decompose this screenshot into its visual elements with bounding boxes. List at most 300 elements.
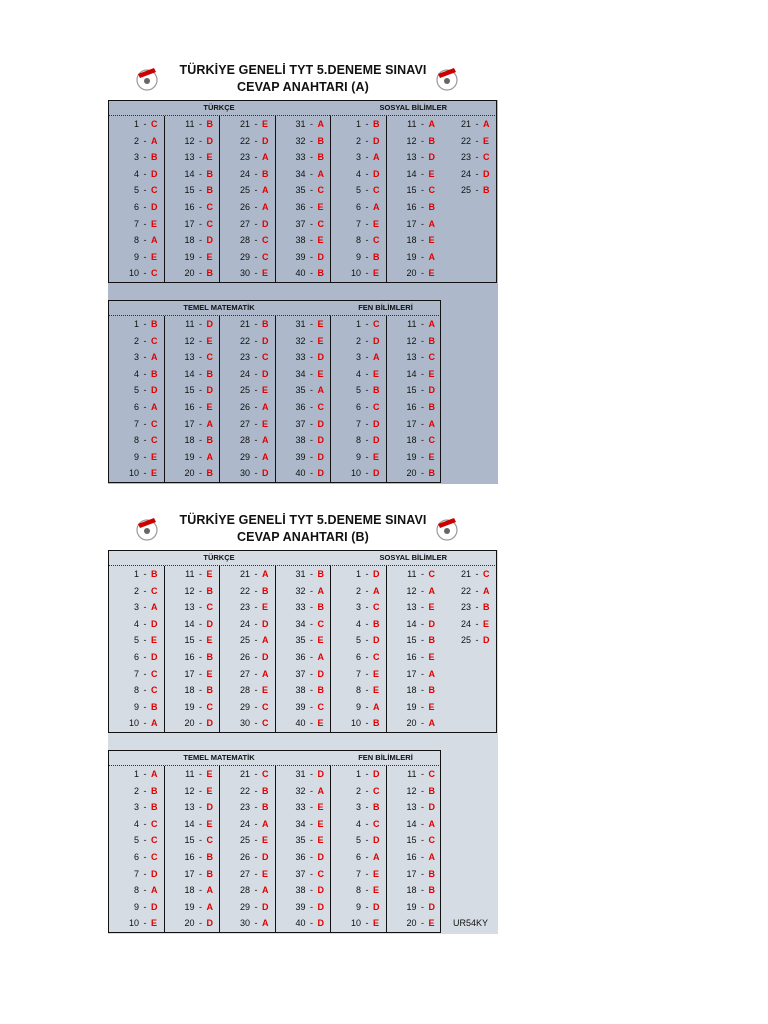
answer-letter: E xyxy=(151,635,158,646)
answer-row xyxy=(109,382,163,399)
question-number: 13 xyxy=(406,802,417,813)
question-number: 25 xyxy=(239,385,250,396)
question-number: 9 xyxy=(133,251,139,262)
answer-row xyxy=(331,449,385,466)
separator: - xyxy=(143,651,147,662)
separator: - xyxy=(365,901,369,912)
answer-letter: E xyxy=(206,401,213,412)
separator: - xyxy=(199,185,202,196)
separator: - xyxy=(421,851,424,862)
separator: - xyxy=(310,585,313,596)
separator: - xyxy=(365,268,369,279)
separator: - xyxy=(143,818,147,829)
answer-row xyxy=(220,699,274,716)
separator: - xyxy=(365,135,369,146)
separator: - xyxy=(143,618,147,629)
question-number: 5 xyxy=(355,835,361,846)
answer-letter: B xyxy=(428,401,435,412)
answer-row xyxy=(109,316,163,333)
separator: - xyxy=(199,218,202,229)
answer-letter: E xyxy=(206,769,213,779)
answer-row xyxy=(220,149,274,166)
question-number: 18 xyxy=(184,235,195,246)
separator: - xyxy=(199,352,202,363)
answer-letter: C xyxy=(428,835,435,846)
answer-row xyxy=(331,399,385,416)
question-number: 27 xyxy=(239,218,250,229)
question-number: 36 xyxy=(295,651,306,662)
answer-row xyxy=(165,699,219,716)
answer-letter: E xyxy=(428,168,435,179)
answer-letter: B xyxy=(206,435,213,446)
answer-letter: E xyxy=(428,268,435,279)
separator: - xyxy=(365,785,369,796)
question-number: 40 xyxy=(295,718,306,729)
answer-letter: D xyxy=(317,451,324,462)
separator: - xyxy=(421,268,424,279)
answer-column xyxy=(108,116,163,282)
separator: - xyxy=(199,718,202,729)
question-number: 15 xyxy=(406,385,417,396)
question-number: 3 xyxy=(355,602,361,613)
question-number: 13 xyxy=(184,352,195,363)
separator: - xyxy=(365,185,369,196)
answer-letter: C xyxy=(206,201,213,212)
separator: - xyxy=(475,135,479,146)
question-number: 20 xyxy=(184,468,195,479)
answer-letter: D xyxy=(262,135,269,146)
answer-letter: A xyxy=(317,168,324,179)
separator: - xyxy=(254,401,258,412)
separator: - xyxy=(254,602,258,613)
answer-letter: D xyxy=(317,885,324,896)
answer-row xyxy=(165,616,219,633)
separator: - xyxy=(310,451,313,462)
answer-row xyxy=(220,766,274,783)
answer-row xyxy=(276,899,330,916)
answer-row xyxy=(220,399,274,416)
section-header: SOSYAL BİLİMLER xyxy=(330,550,497,566)
separator: - xyxy=(143,868,147,879)
separator: - xyxy=(365,435,369,446)
separator: - xyxy=(365,152,369,163)
answer-letter: C xyxy=(317,868,324,879)
separator: - xyxy=(421,218,424,229)
answer-letter: D xyxy=(151,385,158,396)
answer-row xyxy=(276,432,330,449)
separator: - xyxy=(310,418,313,429)
separator: - xyxy=(365,368,369,379)
separator: - xyxy=(199,251,202,262)
sheet-subtitle: CEVAP ANAHTARI (A) xyxy=(237,80,369,94)
answer-row xyxy=(109,333,163,350)
answer-row xyxy=(165,816,219,833)
answer-row xyxy=(331,249,385,266)
answer-row xyxy=(109,599,163,616)
answer-row xyxy=(165,649,219,666)
answer-letter: E xyxy=(262,119,269,129)
question-number: 26 xyxy=(239,851,250,862)
separator: - xyxy=(421,802,424,813)
separator: - xyxy=(365,468,369,479)
separator: - xyxy=(421,468,424,479)
answer-row xyxy=(109,182,163,199)
answer-row xyxy=(220,632,274,649)
separator: - xyxy=(199,585,202,596)
answer-column xyxy=(386,766,441,932)
question-number: 15 xyxy=(406,835,417,846)
answer-letter: C xyxy=(262,701,269,712)
answer-letter: E xyxy=(206,251,213,262)
answer-letter: E xyxy=(262,835,269,846)
separator: - xyxy=(365,602,369,613)
answer-row xyxy=(220,816,274,833)
question-number: 34 xyxy=(295,168,306,179)
answer-row xyxy=(331,849,385,866)
separator: - xyxy=(199,119,202,129)
question-number: 19 xyxy=(184,251,195,262)
question-number: 12 xyxy=(406,785,417,796)
answer-letter: B xyxy=(317,569,324,579)
answer-letter: E xyxy=(206,785,213,796)
answer-row xyxy=(331,316,385,333)
separator: - xyxy=(143,701,147,712)
question-number: 32 xyxy=(295,135,306,146)
answer-letter: E xyxy=(206,335,213,346)
answer-letter: E xyxy=(317,201,324,212)
question-number: 21 xyxy=(239,319,250,329)
separator: - xyxy=(421,418,424,429)
answer-row xyxy=(109,715,163,732)
answer-row xyxy=(220,715,274,732)
question-number: 1 xyxy=(133,119,139,129)
answer-row xyxy=(276,349,330,366)
separator: - xyxy=(254,418,258,429)
answer-letter: B xyxy=(428,785,435,796)
question-number: 21 xyxy=(239,119,250,129)
answer-letter: B xyxy=(428,135,435,146)
answer-row xyxy=(387,265,441,282)
answer-letter: B xyxy=(483,185,490,196)
answer-row xyxy=(109,699,163,716)
answer-letter: C xyxy=(373,235,380,246)
separator: - xyxy=(143,368,147,379)
separator: - xyxy=(143,401,147,412)
answer-letter: D xyxy=(206,319,213,329)
question-number: 17 xyxy=(184,868,195,879)
separator: - xyxy=(421,868,424,879)
answer-letter: C xyxy=(373,401,380,412)
answer-letter: B xyxy=(206,851,213,862)
answer-row xyxy=(387,366,441,383)
separator: - xyxy=(365,769,369,779)
answer-row xyxy=(220,349,274,366)
answer-letter: D xyxy=(373,168,380,179)
separator: - xyxy=(421,451,424,462)
answer-row xyxy=(276,632,330,649)
answer-key-sheet-b xyxy=(108,512,498,929)
question-number: 12 xyxy=(184,785,195,796)
question-number: 16 xyxy=(184,851,195,862)
answer-letter: C xyxy=(206,835,213,846)
question-number: 22 xyxy=(239,785,250,796)
separator: - xyxy=(199,268,202,279)
separator: - xyxy=(254,368,258,379)
answer-row xyxy=(331,366,385,383)
answer-letter: E xyxy=(262,685,269,696)
answer-row xyxy=(220,366,274,383)
question-number: 12 xyxy=(184,135,195,146)
answer-letter: A xyxy=(373,201,380,212)
question-number: 26 xyxy=(239,201,250,212)
separator: - xyxy=(199,168,202,179)
question-number: 20 xyxy=(406,918,417,929)
answer-row xyxy=(331,699,385,716)
question-number: 7 xyxy=(133,418,139,429)
separator: - xyxy=(199,401,202,412)
separator: - xyxy=(143,185,147,196)
answer-row xyxy=(220,465,274,482)
answer-row xyxy=(276,715,330,732)
separator: - xyxy=(310,868,313,879)
separator: - xyxy=(421,319,424,329)
separator: - xyxy=(143,152,147,163)
separator: - xyxy=(421,701,424,712)
question-number: 20 xyxy=(184,718,195,729)
question-number: 5 xyxy=(133,635,139,646)
question-number: 5 xyxy=(355,635,361,646)
answer-row xyxy=(165,915,219,932)
separator: - xyxy=(199,668,202,679)
question-number: 12 xyxy=(406,335,417,346)
answer-column xyxy=(164,766,219,932)
answer-letter: B xyxy=(206,119,213,129)
separator: - xyxy=(199,602,202,613)
question-number: 17 xyxy=(406,218,417,229)
separator: - xyxy=(254,218,258,229)
question-number: 33 xyxy=(295,352,306,363)
question-number: 11 xyxy=(185,769,195,779)
answer-row xyxy=(276,133,330,150)
answer-row xyxy=(331,783,385,800)
separator: - xyxy=(475,602,479,613)
answer-row xyxy=(276,832,330,849)
answer-letter: C xyxy=(151,119,158,129)
answer-row xyxy=(109,449,163,466)
question-number: 4 xyxy=(133,168,139,179)
answer-row xyxy=(387,915,441,932)
separator: - xyxy=(143,201,147,212)
answer-row xyxy=(331,583,385,600)
answer-letter: E xyxy=(206,569,213,579)
question-number: 26 xyxy=(239,401,250,412)
answer-letter: E xyxy=(206,818,213,829)
answer-row xyxy=(165,866,219,883)
answer-letter: D xyxy=(206,618,213,629)
question-number: 28 xyxy=(239,885,250,896)
separator: - xyxy=(199,885,202,896)
separator: - xyxy=(365,418,369,429)
separator: - xyxy=(475,152,479,163)
answer-row xyxy=(165,116,219,133)
separator: - xyxy=(199,802,202,813)
question-number: 14 xyxy=(184,618,195,629)
answer-letter: D xyxy=(373,635,380,646)
separator: - xyxy=(310,851,313,862)
separator: - xyxy=(143,668,147,679)
answer-row xyxy=(109,399,163,416)
separator: - xyxy=(310,901,313,912)
answer-letter: D xyxy=(206,718,213,729)
question-number: 18 xyxy=(406,235,417,246)
answer-letter: E xyxy=(373,668,380,679)
answer-letter: E xyxy=(373,268,380,279)
answer-letter: D xyxy=(317,918,324,929)
question-number: 11 xyxy=(185,319,195,329)
answer-letter: B xyxy=(373,718,380,729)
separator: - xyxy=(310,218,313,229)
answer-row xyxy=(165,399,219,416)
question-number: 26 xyxy=(239,651,250,662)
separator: - xyxy=(143,718,147,729)
separator: - xyxy=(143,835,147,846)
question-number: 1 xyxy=(355,769,361,779)
section-header: SOSYAL BİLİMLER xyxy=(330,100,497,116)
separator: - xyxy=(310,235,313,246)
question-number: 15 xyxy=(406,185,417,196)
separator: - xyxy=(475,569,479,579)
separator: - xyxy=(310,918,313,929)
question-number: 24 xyxy=(239,618,250,629)
separator: - xyxy=(421,401,424,412)
separator: - xyxy=(421,901,424,912)
separator: - xyxy=(421,769,424,779)
answer-letter: A xyxy=(262,918,269,929)
answer-row xyxy=(276,915,330,932)
separator: - xyxy=(143,569,147,579)
answer-letter: D xyxy=(151,168,158,179)
separator: - xyxy=(254,135,258,146)
answer-letter: E xyxy=(317,835,324,846)
answer-row xyxy=(387,116,441,133)
answer-letter: D xyxy=(262,368,269,379)
separator: - xyxy=(199,201,202,212)
answer-letter: D xyxy=(373,135,380,146)
question-number: 3 xyxy=(133,602,139,613)
answer-row xyxy=(276,882,330,899)
question-number: 5 xyxy=(133,835,139,846)
answer-letter: B xyxy=(373,251,380,262)
question-number: 13 xyxy=(184,152,195,163)
answer-row xyxy=(387,133,441,150)
separator: - xyxy=(143,319,147,329)
answer-row xyxy=(387,632,441,649)
question-number: 13 xyxy=(406,152,417,163)
answer-letter: E xyxy=(262,418,269,429)
answer-letter: B xyxy=(151,785,158,796)
answer-row xyxy=(220,899,274,916)
answer-row xyxy=(387,232,441,249)
question-number: 30 xyxy=(239,918,250,929)
answer-letter: B xyxy=(151,152,158,163)
answer-row xyxy=(387,349,441,366)
question-number: 19 xyxy=(184,451,195,462)
answer-letter: A xyxy=(262,668,269,679)
separator: - xyxy=(475,635,479,646)
answer-letter: A xyxy=(428,718,435,729)
answer-row xyxy=(165,766,219,783)
question-number: 8 xyxy=(133,685,139,696)
question-number: 21 xyxy=(239,769,250,779)
answer-row xyxy=(220,666,274,683)
question-number: 7 xyxy=(133,668,139,679)
answer-row xyxy=(331,166,385,183)
separator: - xyxy=(199,569,202,579)
separator: - xyxy=(254,451,258,462)
answer-column xyxy=(164,566,219,732)
answer-letter: C xyxy=(151,418,158,429)
question-number: 2 xyxy=(355,585,361,596)
answer-letter: D xyxy=(317,435,324,446)
question-number: 39 xyxy=(295,451,306,462)
separator: - xyxy=(421,251,424,262)
answer-row xyxy=(387,816,441,833)
answer-letter: E xyxy=(373,885,380,896)
sheet-title: TÜRKİYE GENELİ TYT 5.DENEME SINAVI xyxy=(179,513,427,527)
question-number: 32 xyxy=(295,585,306,596)
answer-letter: A xyxy=(262,185,269,196)
separator: - xyxy=(254,818,258,829)
question-number: 21 xyxy=(239,569,250,579)
question-number: 15 xyxy=(184,635,195,646)
answer-letter: A xyxy=(317,651,324,662)
separator: - xyxy=(143,385,147,396)
question-number: 34 xyxy=(295,618,306,629)
separator: - xyxy=(199,335,202,346)
answer-column xyxy=(330,566,385,732)
question-number: 21 xyxy=(460,569,471,579)
question-number: 20 xyxy=(184,268,195,279)
answer-row xyxy=(165,682,219,699)
answer-row xyxy=(220,799,274,816)
answer-letter: A xyxy=(428,418,435,429)
question-number: 17 xyxy=(184,218,195,229)
question-number: 8 xyxy=(133,435,139,446)
answer-letter: A xyxy=(373,851,380,862)
answer-row xyxy=(387,715,441,732)
question-number: 27 xyxy=(239,668,250,679)
separator: - xyxy=(421,152,424,163)
answer-letter: A xyxy=(262,152,269,163)
question-number: 24 xyxy=(460,168,471,179)
answer-row xyxy=(276,616,330,633)
answer-row xyxy=(441,133,496,150)
answer-letter: C xyxy=(206,218,213,229)
question-number: 9 xyxy=(355,251,361,262)
separator: - xyxy=(254,152,258,163)
answer-letter: A xyxy=(262,885,269,896)
separator: - xyxy=(254,685,258,696)
answer-letter: D xyxy=(373,435,380,446)
separator: - xyxy=(421,818,424,829)
question-number: 18 xyxy=(184,885,195,896)
separator: - xyxy=(143,802,147,813)
answer-row xyxy=(331,265,385,282)
separator: - xyxy=(310,668,313,679)
answer-row xyxy=(387,899,441,916)
answer-letter: A xyxy=(317,585,324,596)
separator: - xyxy=(254,569,258,579)
